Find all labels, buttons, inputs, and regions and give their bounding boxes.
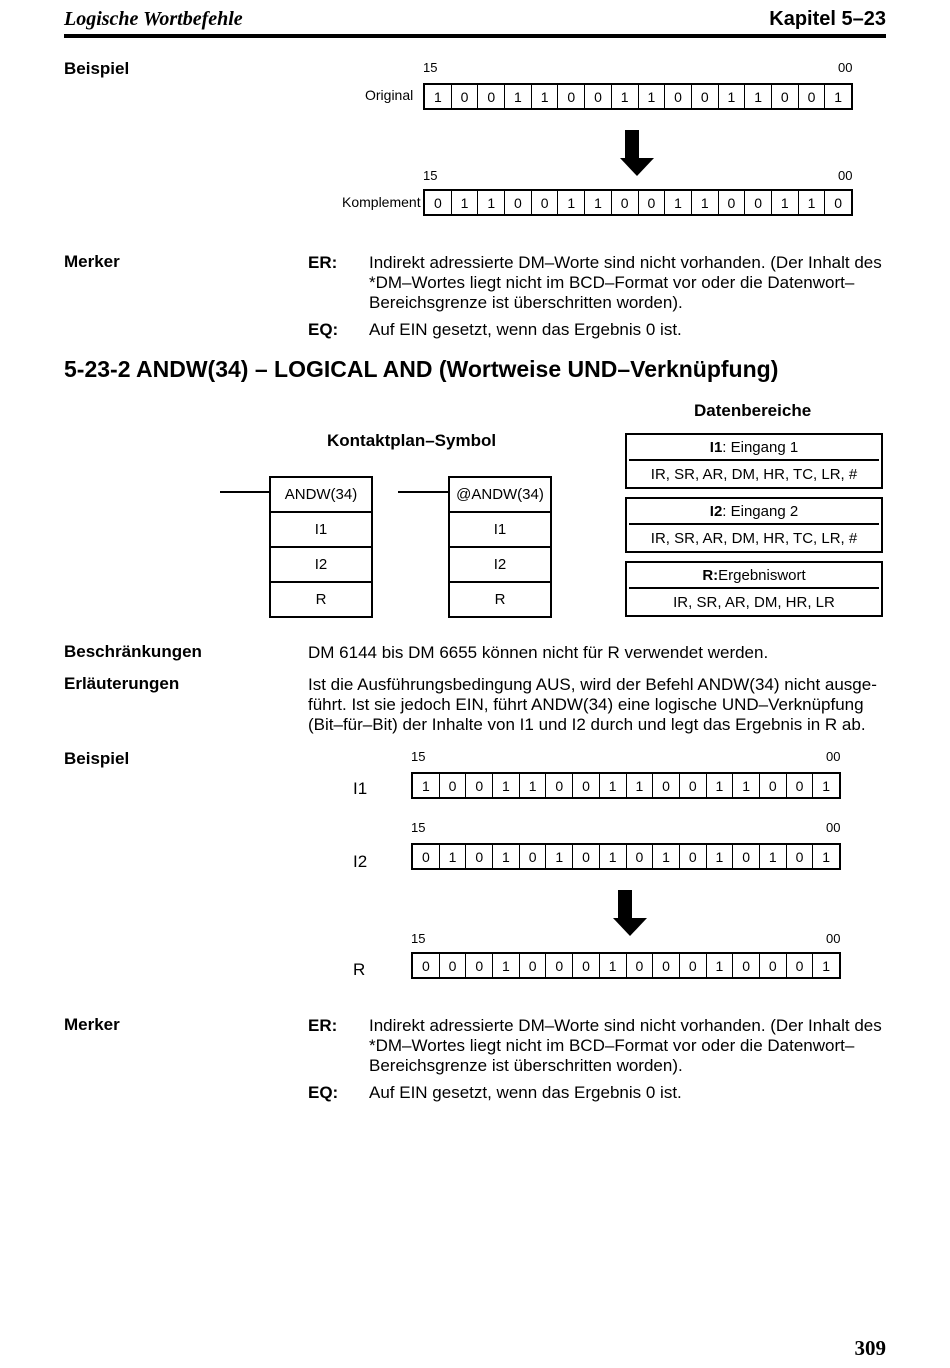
flags1-er-label: ER: [308, 253, 338, 272]
bit-cell: 0 [520, 954, 547, 977]
flags1-er-line1: Indirekt adressierte DM–Worte sind nicht vorhanden. (Der Inhalt des [369, 253, 882, 272]
example2-label: Beispiel [64, 749, 130, 768]
bit-cell: 0 [787, 954, 814, 977]
bit-cell: 0 [546, 774, 573, 797]
bit-cell: 1 [822, 848, 831, 865]
ladder-at-andw-i2: I2 [450, 548, 550, 583]
original-bit15-tick: 15 [423, 60, 438, 75]
bit-cell: 1 [692, 191, 719, 214]
flags1-er-line3: Bereichsgrenze ist überschritten worden). [369, 293, 683, 312]
restrictions-label: Beschränkungen [64, 642, 202, 661]
bit-cell: 1 [532, 85, 559, 108]
ladder-andw-r: R [315, 591, 327, 608]
data-area-r-values: IR, SR, AR, DM, HR, LR [673, 593, 835, 611]
complement-bit00-tick: 00 [838, 168, 853, 183]
flags2-eq-label: EQ: [308, 1083, 339, 1102]
r-register [411, 952, 841, 979]
bit-cell: 1 [627, 774, 654, 797]
restrictions-text: DM 6144 bis DM 6655 können nicht für R verwendet werden. [308, 643, 769, 662]
bit-cell: 0 [440, 954, 467, 977]
ladder-at-andw-instr: @ANDW(34) [450, 478, 550, 513]
bit-cell: 0 [466, 774, 493, 797]
ladder-andw-i1: I1 [271, 513, 371, 548]
running-header-title: Logische Wortbefehle [64, 8, 243, 30]
explanations-label: Erläuterungen [64, 674, 180, 693]
i2-register [411, 843, 841, 870]
bit-cell: 1 [707, 774, 734, 797]
flags2-er-line2: *DM–Wortes liegt nicht im BCD–Format vor oder die Datenwort– [369, 1036, 855, 1055]
bit-cell: 1 [760, 845, 787, 868]
bit-cell: 0 [505, 191, 532, 214]
bit-cell: 1 [653, 845, 680, 868]
bit-cell: 0 [558, 85, 585, 108]
bit-cell: 0 [612, 191, 639, 214]
data-area-i1 [625, 433, 883, 489]
bit-cell: 0 [760, 774, 787, 797]
complement-register [423, 189, 853, 216]
running-header-chapter: Kapitel 5–23 [769, 8, 886, 30]
original-label: Original [365, 87, 414, 103]
bit-cell: 0 [733, 845, 760, 868]
ladder-right-rung-line [398, 491, 448, 493]
bit-cell: 1 [440, 845, 467, 868]
bit-cell: 1 [493, 845, 520, 868]
i2-bit15-tick: 15 [411, 820, 426, 835]
bit-cell: 1 [745, 85, 772, 108]
header-rule [64, 34, 886, 38]
section-heading: 5-23-2 ANDW(34) – LOGICAL AND (Wortweise UND–Verknüpfung) [64, 356, 779, 382]
i2-register-label: I2 [353, 852, 368, 871]
ladder-left-rung-line [220, 491, 270, 493]
data-area-r [625, 561, 883, 617]
bit-cell: 0 [573, 845, 600, 868]
bit-cell: 0 [692, 85, 719, 108]
bit-cell: 1 [478, 191, 505, 214]
data-area-i1-values: IR, SR, AR, DM, HR, TC, LR, # [650, 465, 858, 483]
bit-cell: 1 [772, 191, 799, 214]
r-bit00-tick: 00 [826, 931, 841, 946]
data-areas-title: Datenbereiche [694, 401, 812, 420]
bit-cell: 0 [760, 954, 787, 977]
data-area-i1-label: I1 [709, 438, 723, 456]
r-bit15-tick: 15 [411, 931, 426, 946]
bit-cell: 0 [733, 954, 760, 977]
data-area-i2-values: IR, SR, AR, DM, HR, TC, LR, # [650, 529, 858, 547]
data-area-i2 [625, 497, 883, 553]
bit-cell: 0 [466, 845, 493, 868]
i1-register [411, 772, 841, 799]
bit-cell: 1 [546, 845, 573, 868]
bit-cell: 0 [627, 845, 654, 868]
bit-cell: 1 [452, 191, 479, 214]
flags2-er-line3: Bereichsgrenze ist überschritten worden). [369, 1056, 683, 1075]
example1-label: Beispiel [64, 59, 130, 78]
data-area-r-desc: Ergebniswort [718, 566, 806, 584]
bit-cell: 1 [707, 954, 734, 977]
bit-cell: 0 [799, 85, 826, 108]
ladder-andw-i2: I2 [271, 548, 371, 583]
bit-cell: 1 [493, 954, 520, 977]
ladder-at-andw-r: R [494, 591, 506, 608]
ladder-at-andw-block [448, 476, 552, 618]
flags2-er-label: ER: [308, 1016, 338, 1035]
bit-cell: 1 [520, 774, 547, 797]
bit-cell: 1 [600, 774, 627, 797]
r-register-label: R [353, 960, 366, 979]
flags2-eq-text: Auf EIN gesetzt, wenn das Ergebnis 0 ist. [369, 1083, 682, 1102]
bit-cell: 0 [639, 191, 666, 214]
data-area-i1-desc: : Eingang 1 [722, 438, 799, 456]
bit-cell: 1 [558, 191, 585, 214]
bit-cell: 1 [585, 191, 612, 214]
bit-cell: 0 [745, 191, 772, 214]
bit-cell: 1 [600, 845, 627, 868]
complement-bit15-tick: 15 [423, 168, 438, 183]
page-number: 309 [854, 1336, 886, 1360]
data-area-i2-desc: : Eingang 2 [722, 502, 799, 520]
ladder-andw-instr: ANDW(34) [271, 478, 371, 513]
flags2-er-line1: Indirekt adressierte DM–Worte sind nicht vorhanden. (Der Inhalt des [369, 1016, 882, 1035]
i2-bit00-tick: 00 [826, 820, 841, 835]
bit-cell: 0 [425, 191, 452, 214]
flags1-eq-text: Auf EIN gesetzt, wenn das Ergebnis 0 ist. [369, 320, 682, 339]
bit-cell: 0 [478, 85, 505, 108]
bit-cell: 0 [834, 194, 843, 211]
i1-bit00-tick: 00 [826, 749, 841, 764]
bit-cell: 0 [680, 845, 707, 868]
ladder-at-andw-i1: I1 [450, 513, 550, 548]
bit-cell: 0 [719, 191, 746, 214]
bit-cell: 1 [707, 845, 734, 868]
bit-cell: 1 [505, 85, 532, 108]
complement-label: Komplement [342, 194, 421, 210]
i1-register-label: I1 [353, 779, 368, 798]
explanations-line2: führt. Ist sie jedoch EIN, führt ANDW(34) eine logische UND–Verknüpfung [308, 695, 864, 714]
bit-cell: 1 [600, 954, 627, 977]
data-area-i2-label: I2 [709, 502, 723, 520]
ladder-andw-block [269, 476, 373, 618]
bit-cell: 0 [452, 85, 479, 108]
bit-cell: 1 [834, 88, 843, 105]
bit-cell: 0 [585, 85, 612, 108]
bit-cell: 0 [520, 845, 547, 868]
flags2-label: Merker [64, 1015, 120, 1034]
original-bit00-tick: 00 [838, 60, 853, 75]
bit-cell: 0 [653, 774, 680, 797]
bit-cell: 1 [733, 774, 760, 797]
bit-cell: 0 [627, 954, 654, 977]
bit-cell: 1 [665, 191, 692, 214]
flags1-er-line2: *DM–Wortes liegt nicht im BCD–Format vor oder die Datenwort– [369, 273, 855, 292]
bit-cell: 0 [532, 191, 559, 214]
bit-cell: 1 [822, 777, 831, 794]
bit-cell: 0 [772, 85, 799, 108]
original-register [423, 83, 853, 110]
explanations-line1: Ist die Ausführungsbedingung AUS, wird der Befehl ANDW(34) nicht ausge- [308, 675, 877, 694]
bit-cell: 0 [573, 774, 600, 797]
bit-cell: 0 [680, 774, 707, 797]
bit-cell: 0 [440, 774, 467, 797]
down-arrow-icon [613, 890, 637, 936]
bit-cell: 1 [425, 85, 452, 108]
bit-cell: 1 [413, 774, 440, 797]
bit-cell: 0 [680, 954, 707, 977]
flags1-eq-label: EQ: [308, 320, 339, 339]
bit-cell: 0 [413, 845, 440, 868]
bit-cell: 0 [573, 954, 600, 977]
bit-cell: 0 [665, 85, 692, 108]
down-arrow-icon [620, 130, 644, 176]
bit-cell: 1 [639, 85, 666, 108]
bit-cell: 1 [719, 85, 746, 108]
bit-cell: 0 [466, 954, 493, 977]
bit-cell: 1 [799, 191, 826, 214]
bit-cell: 0 [546, 954, 573, 977]
bit-cell: 0 [653, 954, 680, 977]
bit-cell: 1 [493, 774, 520, 797]
bit-cell: 1 [822, 957, 831, 974]
explanations-line3: (Bit–für–Bit) der Inhalte von I1 und I2 durch und legt das Ergebnis in R ab. [308, 715, 866, 734]
ladder-symbol-title: Kontaktplan–Symbol [327, 431, 497, 450]
flags1-label: Merker [64, 252, 120, 271]
bit-cell: 0 [787, 774, 814, 797]
bit-cell: 1 [612, 85, 639, 108]
i1-bit15-tick: 15 [411, 749, 426, 764]
data-area-r-label: R: [702, 566, 719, 584]
bit-cell: 0 [413, 954, 440, 977]
bit-cell: 0 [787, 845, 814, 868]
